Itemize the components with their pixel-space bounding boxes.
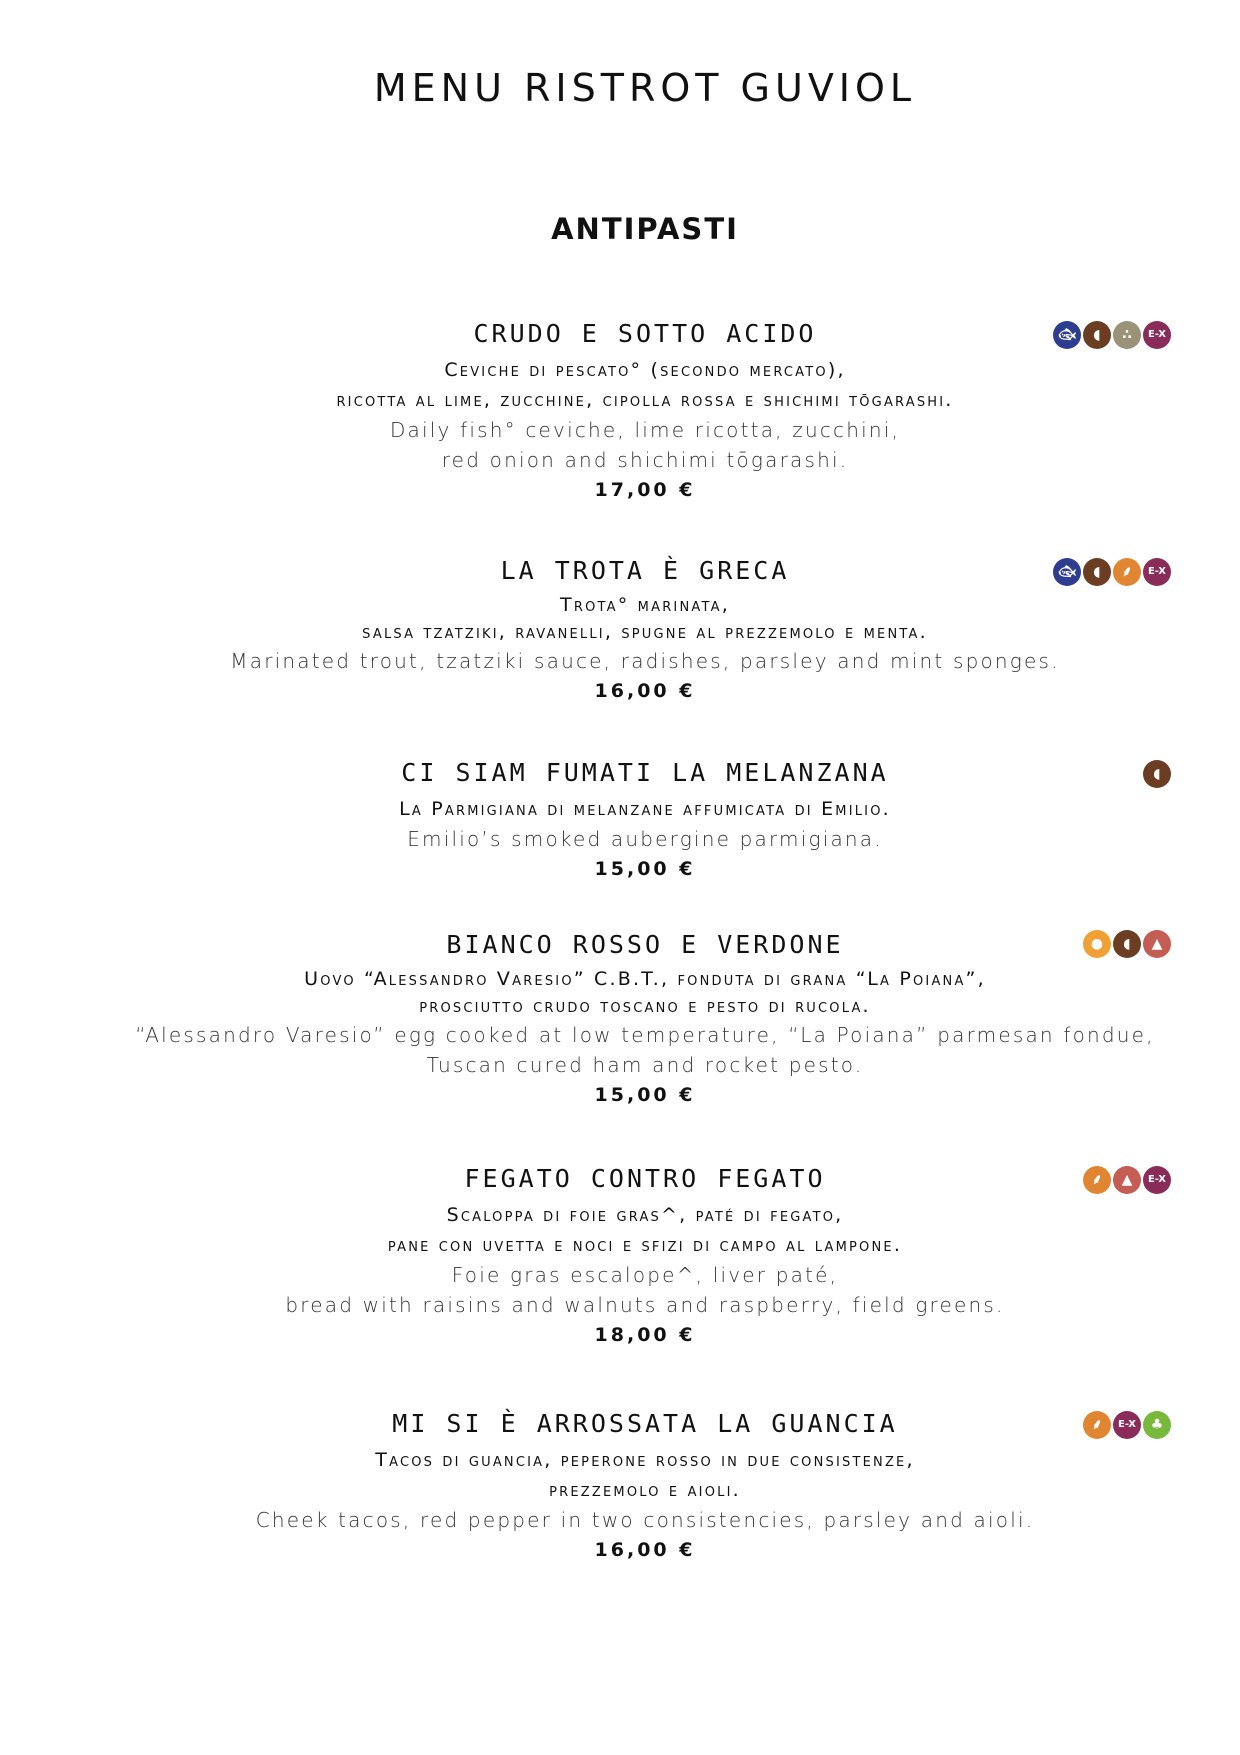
gluten-icon: ⸙ [1113, 558, 1141, 586]
dish-description-en: red onion and shichimi tōgarashi. [441, 448, 849, 472]
soy-icon: ∴ [1113, 321, 1141, 349]
section-title: ANTIPASTI [551, 212, 739, 246]
dish-description-en: “Alessandro Varesio” egg cooked at low temperature, “La Poiana” parmesan fondue, [135, 1023, 1155, 1047]
milk-icon: ◖ [1113, 930, 1141, 958]
dish-description-it: Scaloppa di foie gras^, paté di fegato, [446, 1204, 844, 1226]
dish-description-it: pane con uvetta e noci e sfizi di campo al lampone. [387, 1234, 903, 1256]
sulfite-icon: E-X [1143, 1166, 1171, 1194]
sulfite-icon: E-X [1143, 558, 1171, 586]
dish-description-it: La Parmigiana di melanzane affumicata di Emilio. [399, 798, 891, 820]
dish-description-en: Emilio’s smoked aubergine parmigiana. [407, 827, 883, 851]
allergen-icons [1083, 1166, 1171, 1194]
egg-icon: ● [1083, 930, 1111, 958]
dish-description-it: prezzemolo e aioli. [549, 1479, 741, 1501]
dish-melanzana [110, 758, 1180, 884]
dish-description-en: Daily fish° ceviche, lime ricotta, zucchini, [389, 418, 901, 442]
dish-description-en: Marinated trout, tzatziki sauce, radishes, parsley and mint sponges. [230, 649, 1060, 673]
dish-price: 16,00 € [594, 680, 696, 702]
dish-description-en: Cheek tacos, red pepper in two consistencies, parsley and aioli. [255, 1508, 1035, 1532]
dish-price: 18,00 € [594, 1324, 696, 1346]
allergen-icons [1083, 1411, 1171, 1439]
allergen-icons [1083, 930, 1171, 958]
dish-description-en: Tuscan cured ham and rocket pesto. [426, 1053, 864, 1077]
dish-name: FEGATO CONTRO FEGATO [464, 1164, 826, 1193]
fish-icon: 🐟︎ [1053, 321, 1081, 349]
dish-description-it: Tacos di guancia, peperone rosso in due consistenze, [375, 1449, 915, 1471]
dish-fegato [110, 1164, 1180, 1350]
milk-icon: ◖ [1143, 760, 1171, 788]
dish-guancia [110, 1409, 1180, 1565]
dish-trota [110, 556, 1180, 706]
dish-description-en: bread with raisins and walnuts and raspberry, field greens. [285, 1293, 1005, 1317]
gluten-icon: ⸙ [1083, 1166, 1111, 1194]
dish-description-it: ricotta al lime, zucchine, cipolla rossa e shichimi tōgarashi. [336, 389, 954, 411]
dish-name: MI SI È ARROSSATA LA GUANCIA [392, 1409, 898, 1438]
dish-description-it: prosciutto crudo toscano e pesto di rucola. [419, 995, 871, 1017]
dish-crudo [110, 319, 1180, 505]
dish-bianco-rosso [110, 930, 1180, 1110]
dish-price: 15,00 € [594, 858, 696, 880]
dish-description-it: Trota° marinata, [560, 594, 730, 616]
fish-icon: 🐟︎ [1053, 558, 1081, 586]
dish-name: LA TROTA È GRECA [500, 556, 790, 585]
allergen-icons [1143, 760, 1171, 788]
sulfite-icon: E-X [1113, 1411, 1141, 1439]
nuts-icon: ▲ [1143, 930, 1171, 958]
dish-price: 17,00 € [594, 479, 696, 501]
allergen-icons [1053, 558, 1171, 586]
nuts-icon: ▲ [1113, 1166, 1141, 1194]
dish-name: CRUDO E SOTTO ACIDO [473, 319, 817, 348]
milk-icon: ◖ [1083, 321, 1111, 349]
dish-description-it: salsa tzatziki, ravanelli, spugne al prezzemolo e menta. [362, 621, 928, 643]
celery-icon: ♣ [1143, 1411, 1171, 1439]
dish-description-it: Ceviche di pescato° (secondo mercato), [444, 359, 846, 381]
dish-description-en: Foie gras escalope^, liver paté, [451, 1263, 839, 1287]
dish-description-it: Uovo “Alessandro Varesio” C.B.T., fonduta di grana “La Poiana”, [304, 968, 986, 990]
dish-name: CI SIAM FUMATI LA MELANZANA [401, 758, 889, 787]
allergen-icons [1053, 321, 1171, 349]
milk-icon: ◖ [1083, 558, 1111, 586]
page-title: MENU RISTROT GUVIOL [373, 66, 917, 110]
sulfite-icon: E-X [1143, 321, 1171, 349]
dish-name: BIANCO ROSSO E VERDONE [446, 930, 844, 959]
dish-price: 16,00 € [594, 1539, 696, 1561]
dish-price: 15,00 € [594, 1084, 696, 1106]
gluten-icon: ⸙ [1083, 1411, 1111, 1439]
